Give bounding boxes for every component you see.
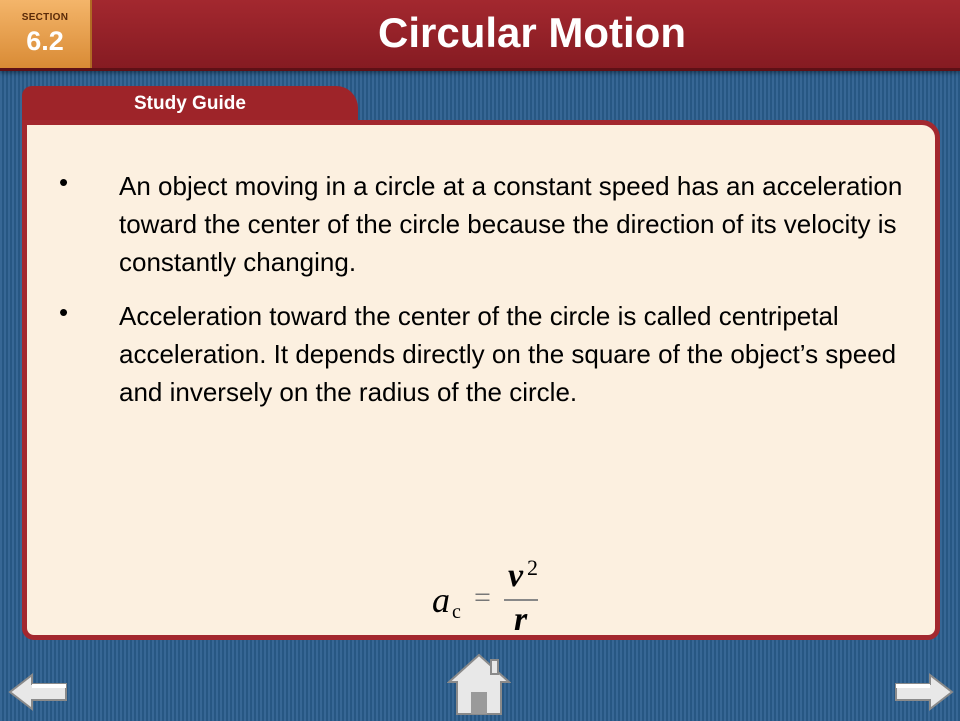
right-arrow-icon[interactable] (892, 672, 954, 717)
study-guide-tab (22, 86, 358, 122)
formula-symbol: a (432, 580, 450, 620)
tab-label: Study Guide (134, 93, 246, 114)
bullet-dot: • (59, 167, 69, 197)
content-card (22, 120, 940, 640)
bullet-text: An object moving in a circle at a constant speed has an acceleration toward the center of the circle because the direction of its velocity is constantly changing. (119, 171, 903, 277)
formula-denominator: r (514, 601, 528, 638)
formula-numerator: v (508, 557, 524, 594)
bullet-dot: • (59, 297, 69, 327)
header-bar (0, 0, 960, 71)
section-label: SECTION (21, 12, 69, 23)
home-icon[interactable] (447, 652, 511, 721)
bullet-text: Acceleration toward the center of the circle is called centripetal acceleration. It depends directly on the square of the object’s speed and inversely on the radius of the circle. (119, 301, 897, 407)
left-arrow-icon[interactable] (8, 672, 70, 717)
formula-subscript: c (452, 601, 461, 623)
section-number: 6.2 (26, 26, 64, 56)
centripetal-acceleration-formula (432, 555, 572, 638)
formula-exponent: 2 (527, 555, 538, 580)
formula-equals: = (474, 581, 491, 614)
page-title: Circular Motion (377, 9, 686, 56)
